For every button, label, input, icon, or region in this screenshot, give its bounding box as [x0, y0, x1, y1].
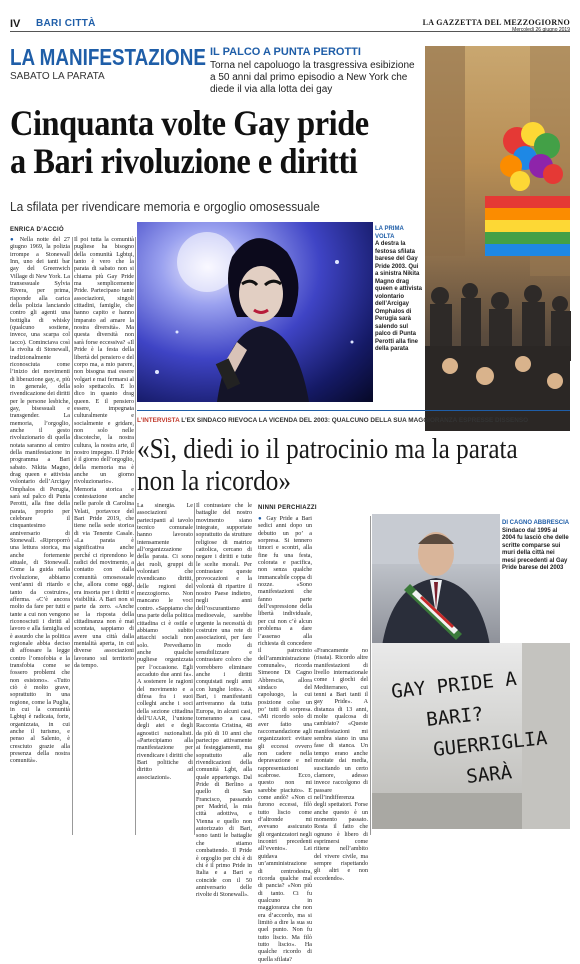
- section-name: BARI CITTÀ: [36, 18, 96, 29]
- interview-rule: [137, 410, 570, 411]
- graffiti-photo: [372, 643, 570, 829]
- caption-drag-text: A destra la festosa sfilata barese del Gay Pride 2003. Qui a sinistra Nikita Magno drag queen e attivista volontario dell’Arcigay Omphalos di Perugia sarà salendo sul palco di Punta Perotti alla fine della parata: [375, 241, 423, 352]
- caption-drag-title: LA PRIMA VOLTA: [375, 226, 404, 240]
- article-column-2: [74, 237, 134, 835]
- side-deck: Torna nel capoluogo la trasgressiva esibizione a 50 anni dal primo episodio a New York che diede il via alla lotta dei gay: [210, 60, 415, 95]
- graffiti-line-3: GUERRIGLIA: [432, 727, 549, 761]
- column-divider: [72, 237, 73, 835]
- interview-banner: [137, 417, 570, 424]
- graffiti-line-2: BARI?: [425, 703, 485, 731]
- column-divider: [135, 237, 136, 835]
- caption-mayor-text: Sindaco dal 1995 al 2004 fu lasciò che delle scritte comparse sui muri della città nei mesi precedenti al Gay Pride barese del 2003: [502, 527, 569, 571]
- interview-column-1-cont: [314, 516, 368, 644]
- graffiti-line-1: GAY PRIDE A: [390, 667, 518, 703]
- interview-column-1: [258, 516, 312, 963]
- parade-photo: [425, 46, 570, 431]
- interview-tag: L’INTERVISTA: [137, 417, 180, 424]
- article-column-1: [10, 237, 70, 835]
- drag-queen-graphic: [137, 222, 373, 402]
- interview-quote: «Sì, diedi io il patrocinio ma la parata non la ricordo»: [137, 434, 518, 497]
- article-column-4: [196, 503, 252, 899]
- article-byline: ENRICA D’ACCIÒ: [10, 227, 64, 233]
- article-col3-text: La sinergia. Le associazioni partecipanti al tavolo tecnico comunale hanno lavorato intensamente all’organizzazione della parata. Ci sono dei ruoli, gruppi di volontari che rivendicano diritti, delle regioni del mezzogiorno. Non mancano le voci contro. «Sappiamo che una parte della politica cittadina ci è ostile e abbiamo subito attacchi sociali non solo. Prevediamo anche qualche pugliese organizzata per l’occasione. Egli accaduto due anni fa». A sostenere le ragioni del movimento e a difesa fra i suoi colleghi anche i soci della sezione cittadina dell’UAAR, l’unione degli atei e degli agnostici razionalisti. «Partecipiamo alla manifestazione per rivendicare i diritti che Bari politiche di diritto ad associazioni».: [137, 503, 194, 781]
- interview-column-2-shown: «Francamente no (risata). Ricordo altre manifestazioni di livello internazionale come i giochi del Mediterraneo, cui tenni a Bari tanti il gay Pride». A distanza di 13 anni, molte qualcosa di cambiato? «Queste manifestazioni mi sembra siano in una fase di stanca. Un tempo erano anche montate dai media, suscitando un certo clamore, adesso invece raccolgono di passare nell’indifferenza degli spettatori. Forse anche questo è un momento passato. Resta il fatto che ognuno è libero di esprimersi come ritiene nell’ambito del vivere civile, ma sempre rispettando gli altri e non eccedendo».: [314, 648, 368, 882]
- page-header: [10, 18, 570, 32]
- caption-drag: [375, 226, 423, 376]
- article-col1-text: Nella notte del 27 giugno 1969, la polizia irrompe a Stonewall Inn, uno dei tanti bar gay del Greenwich Village di New York. La transessuale Sylvia Rivera, per prima, risponde alla carica della polizia lanciando contro gli agenti una bottiglia di whisky (qualcuno sostiene, invece, una scarpa col tacco). Cominciava così la rivolta di Stonewall, tradizionalmente riconosciuta come l’inizio dei movimenti di liberazione gay, e, più in generale, della rivendicazione dei diritti per le persone lesbiche, gay, bisessuali e transgender. La memoria, l’orgoglio, anche il gesto rivoluzionario di quella notata saranno al centro della manifestazione in programma a Bari sabato. Nikita Magno, drag queen e attivista volontario dell’Arcigay Omphalos di Perugia, sarà sul palco di Punta Perotti, alla fine della parata, proprio per celebrare il cinquantesimo anniversario di Stonewall. «Riproporrò una lettura storica, ma anche fortemente attuale, di Stonewall. Come la guida nella rivoluzione, abbiamo vent’anni di ritardo e tanto da costruire», afferma. «C’è ancora molto da fare per tutti e tante a cui non vengono riconosciuti i diritti al lavoro e alla famiglia ed è assurdo che la politica regionale abbia deciso di affossare la legge contro l’omofobia e la transfobia come se fossero problemi che non esistono». «Tutto ciò è molto grave, soprattutto in una regione, come la Puglia, in cui la comunità Lgbtqi è radicata, forte, organizzata, in cui anche il turismo, e penso al Salento, è cresciuto grazie alla presenza della nostra comunità».: [10, 237, 70, 765]
- interview-col1-text: Gay Pride a Bari sedici anni dopo un debutto un po’ a sorpresa. Si tennero timori e scontri, alla fine fu una festa, colorata e pacifica, non senza qualche immancabile coppa di nozze. «Sono manifestazioni che fanno parte dell’espressione della libertà individuale, per cui non c’è alcun problema a dare l’assenso alla richiesta di concedere il patrocinio dell’amministrazione comunale», ricorda Simeone Di Cagno Abbrescia, allora sindaco del capoluogo, la cui posizione colse un po’ tutti di sorpresa. «Mi ricordo solo di aver fatto una raccomandazione agli organizzatori: evitare gli eccessi ovvero non cadere nella depravazione e nel rappresentazioni scabrose. Ecco, questo non mi sarebbe piaciuto». E come andò? «Non ci furono eccessi, filò tutto liscio come d’altronde mi avevano assicurato gli organizzatori negli incontri precedenti all’evento». Lei guidava un’amministrazione di centrodestra, ricorda qualche mal di pancia? «Non più di tanto. Ci fu qualcuno in maggioranza che non era d’accordo, ma si limitò a dire la sua su quel punto. Non fu tutto liscio. Ma filò tutto liscio». Ha qualche ricordo di quella sfilata?: [258, 516, 312, 963]
- parade-photo-graphic: [425, 46, 570, 431]
- headline: Cinquanta volte Gay pride a Bari rivoluzione e diritti: [10, 103, 369, 181]
- mayor-photo: [372, 514, 500, 646]
- graffiti-line-4: SARÀ: [465, 761, 514, 788]
- graffiti-photo-graphic: [372, 643, 570, 829]
- caption-mayor-title: DI CAGNO ABBRESCIA: [502, 520, 570, 526]
- bullet-dot: ●: [10, 237, 20, 243]
- article-col2-text: Il poi tutta la comunità pugliese ha bisogno della comunità Lgbtqi, tanto è vero che la parata di sabato non si chiama più Gay Pride ma semplicemente Pride. Partecipano tante associazioni, singoli cittadini, famiglie, che hanno capito e hanno imparato ad amare la nostra diversità». Ma questa diversità non sarà forse eccessiva? «Il Pride è la festa della libertà del pensiero e del corpo ma, a mio parere, non bisogna mai essere volgari e mai fermarsi al solo spettacolo. E lo dico in quanto drag queen. E il pensiero essere, impegnata culturalmente e socialmente e gridare, non solo nelle discoteche, la nostra cultura, la nostra arte, il nostro impegno. Il Pride è il giorno dell’orgoglio, della memoria ma è anche un giorno rivoluzionario». Memoria storica e contestazione anche nelle parole di Carolina Velati, portavoce del Bari Pride 2019, che tiene nella sede storica di via Tenente Casale. «La parata è significativa anche perché ci riprendono le radici del movimento, a contatto con dalla comunità omosessuale che, allora come oggi, era insorta per i diritti e visibilità. A Bari non si parte da zero. «Anche se la risposta della cittadinanza non è mai scontata, sappiamo di avere una città dalla mentalità aperta, in cui diverse associazioni lavorano sul territorio da tempo.: [74, 237, 134, 669]
- subheadline: La sfilata per rivendicare memoria e orgoglio omosessuale: [10, 199, 320, 214]
- column-divider: [194, 503, 195, 835]
- drag-queen-photo: [137, 222, 373, 402]
- page-number: IV: [10, 18, 21, 30]
- interview-byline: NINNI PERCHIAZZI: [258, 505, 317, 511]
- side-kicker: IL PALCO A PUNTA PEROTTI: [210, 46, 361, 58]
- mayor-photo-graphic: [372, 514, 500, 646]
- bullet-dot: ●: [258, 516, 267, 522]
- caption-mayor: [502, 520, 570, 642]
- kicker-main: LA MANIFESTAZIONE: [10, 44, 206, 70]
- interview-banner-text: L’EX SINDACO RIEVOCA LA VICENDA DEL 2003: QUALCUNO DELLA SUA MAGGIORANZA ESPRESSE DISSENSO: [181, 417, 529, 424]
- article-col4-text: Il contrastare che le battaglie del nostro movimento siano integrate, supportate soprattutto da strutture religiose di matrice cattolica, cercano di negare i diritti e tutte le scelte morali. Per contrastare queste provocazioni e la volontà di ripartire il nostro Paese indietro, negli anni dell’oscurantismo medioevale, sarebbe urgente la necessità di costruire una rete di associazioni, per fare in modo di sensibilizzare e contrastare coloro che vorrebbero eliminare anche i diritti conquistati negli anni con lunghe lotte». A Bari, i manifestanti arriveranno da tutta Europa, in alcuni casi, torneranno a casa. Racconta Cristina, 48 da più di 10 anni che partecipo attivamente ai festeggiamenti, ma soprattutto alle rivendicazioni della comunità Lgbt, alla quale appartengo. Dal Pride di Berlino a quello di San Francisco, passando per Madrid, la mia città adottiva, e Vienna e quello non autorizzato di Bari, sono tanti le battaglie che stiamo combattendo. Il Pride è orgoglio per chi è di chi è il primo Pride in Italia e a Bari e coincide con il 50 anniversario delle rivolte di Stonewall».: [196, 503, 252, 899]
- article-column-3: [137, 503, 193, 835]
- issue-date: Mercoledì 26 giugno 2019: [512, 27, 570, 33]
- newspaper-masthead: LA GAZZETTA DEL MEZZOGIORNO: [422, 18, 570, 27]
- column-divider: [370, 516, 371, 835]
- kicker-sub: SABATO LA PARATA: [10, 71, 105, 82]
